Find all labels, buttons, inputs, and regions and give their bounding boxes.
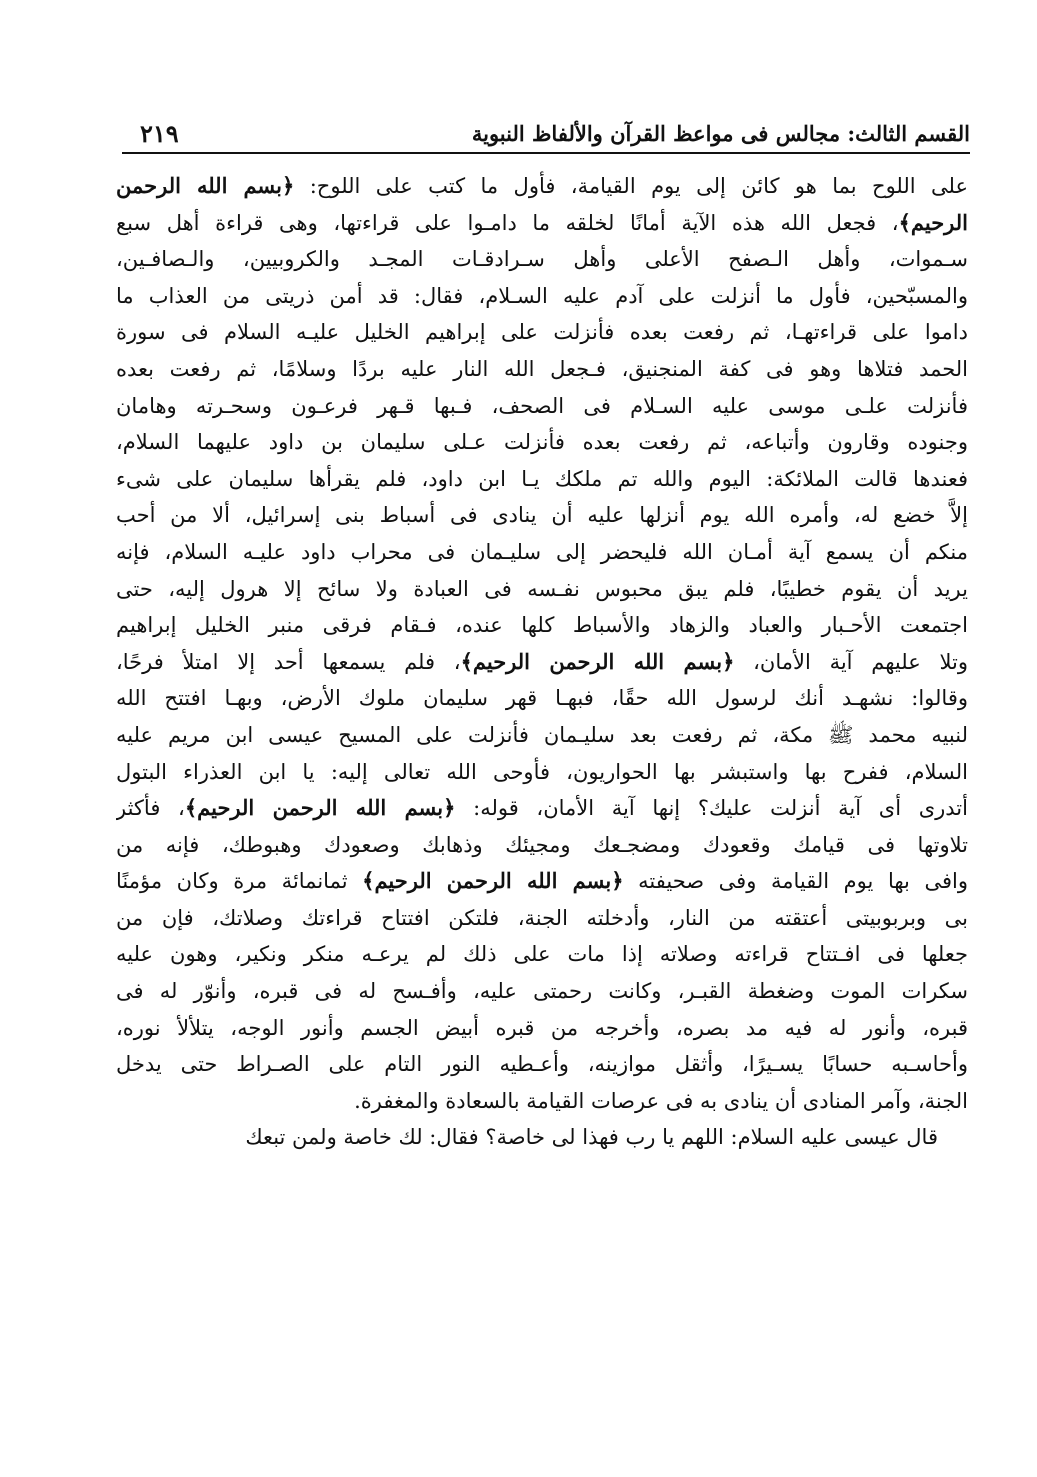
text-line: أتدرى أى آية أنزلت عليك؟ إنها آية الأمان، قوله: ﴿بسم الله الرحمن الرحيم﴾، فأكثر (116, 795, 968, 821)
text-line: فعندها قالت الملائكة: اليوم والله تم ملكك يـا ابن داود، فلم يقرأها سليمان على شىء (116, 466, 968, 491)
running-header (122, 112, 970, 154)
text-line: الرحيم﴾، فجعل الله هذه الآية أمانًا لخلقه ما دامـوا على قراءتها، وهى قراءة أهل سبع (116, 209, 968, 235)
text-line: سكرات الموت وضغطة القبـر، وكانت رحمتى عليه، وأفـسح له فى قبره، وأنوّر له فى (116, 979, 968, 1004)
text-line: إلاَّ خضع له، وأمره الله يوم أنزلها عليه أن ينادى فى أسباط بنى إسرائيل، ألا من أحب (116, 503, 968, 528)
running-title (472, 121, 970, 146)
page-number: ٢١٩ (140, 119, 179, 148)
text-line: سـموات، وأهل الـصفح الأعلى وأهل سـرادقـات المجـد والكروبيين، والـصافـين، (116, 247, 968, 272)
text-line: يريد أن يقوم خطيبًا، فلم يبق محبوس نفـسه فى العبادة ولا سائح إلا هرول إليه، حتى (116, 576, 968, 601)
text-line: بى وبربوبيتى أعتقته من النار، وأدخلته الجنة، فلتكن افتتاح قراءتك وصلاتك، فإن من (116, 905, 968, 930)
basmala: ﴿بسم الله الرحمن الرحيم﴾ (460, 648, 735, 674)
text-line: والمسبّحين، فأول ما أنزلت على آدم عليه السـلام، فقال: قد أمن ذريتى من العذاب ما (116, 283, 968, 308)
text-line-new-paragraph: قال عيسى عليه السلام: اللهم يا رب فهذا لى خاصة؟ فقال: لك خاصة ولمن تبعك (245, 1125, 938, 1150)
text-line: وقالوا: نشهـد أنك لرسول الله حقًا، فبهـا قهر سليمان ملوك الأرض، وبهـا افتتح الله (116, 686, 968, 711)
text-line: لنبيه محمد ﷺ مكة، ثم رفعت بعد سليـمان فأنزلت على المسيح عيسى ابن مريم عليه (116, 722, 968, 747)
text-line: قبره، وأنور له فيه مد بصره، وأخرجه من قبره أبيض الجسم وأنور الوجه، يتلألأ نوره، (116, 1015, 968, 1040)
section-subtitle: : مجالس فى مواعظ القرآن والألفاظ النبوية (471, 121, 856, 146)
text-line: اجتمعت الأحـبار والعباد والزهاد والأسباط كلها عنده، فـقام فرقى منبر الخليل إبراهيم (116, 613, 968, 638)
section-label: القسم الثالث (855, 121, 970, 146)
text-line: الحمد فتلاها وهو فى كفة المنجنيق، فـجعل الله النار عليه بردًا وسلامًا، ثم رفعت بعده (116, 356, 968, 381)
text-line: وتلا عليهم آية الأمان، ﴿بسم الله الرحمن الرحيم﴾، فلم يسمعها أحد إلا امتلأ فرحًا، (116, 648, 968, 674)
text-line: على اللوح بما هو كائن إلى يوم القيامة، فأول ما كتب على اللوح: ﴿بسم الله الرحمن (116, 173, 968, 198)
text-line: وافى بها يوم القيامة وفى صحيفته ﴿بسم الله الرحمن الرحيم﴾ ثمانمائة مرة وكان مؤمنًا (116, 868, 968, 894)
text-line: تلاوتها فى قيامك وقعودك ومضجـعك ومجيئك وذهابك وصعودك وهبوطك، فإنه من (116, 832, 968, 857)
text-line: وأحاسـبه حسابًا يسـيرًا، وأثقل موازينه، وأعـطيه النور التام على الصـراط حتى يدخل (116, 1052, 968, 1077)
basmala: ﴿بسم الله الرحمن (116, 173, 295, 198)
body-text (116, 168, 968, 1156)
text-line: جعلها فى افـتتاح قراءته وصلاته إذا مات على ذلك لم يرعـه منكر ونكير، وهون عليه (116, 942, 968, 967)
text-line: منكم أن يسمع آية أمـان الله فليحضر إلى سليـمان فى محراب داود عليـه السلام، فإنه (116, 539, 968, 564)
text-line: السلام، ففرح بها واستبشر بها الحواريون، فأوحى الله تعالى إليه: يا ابن العذراء البتول (116, 759, 968, 784)
text-line: فأنزلت علـى موسى عليه السـلام فى الصحف، فـبها قـهر فرعـون وسحـرته وهامان (116, 393, 968, 418)
basmala: ﴿بسم الله الرحمن الرحيم﴾ (362, 868, 624, 894)
basmala: ﴿بسم الله الرحمن الرحيم﴾ (184, 795, 456, 821)
text-line: وجنوده وقارون وأتباعه، ثم رفعت بعده فأنزلت عـلى سليمان بن داود عليهما السلام، (116, 430, 968, 455)
text-line: داموا على قراءتهـا، ثم رفعت بعده فأنزلت على إبراهيم الخليل عليـه السلام فى سورة (116, 320, 968, 345)
basmala: الرحيم﴾ (898, 209, 968, 235)
text-line-paragraph-end: الجنة، وآمر المنادى أن ينادى به فى عرصات القيامة بالسعادة والمغفرة. (354, 1088, 968, 1113)
